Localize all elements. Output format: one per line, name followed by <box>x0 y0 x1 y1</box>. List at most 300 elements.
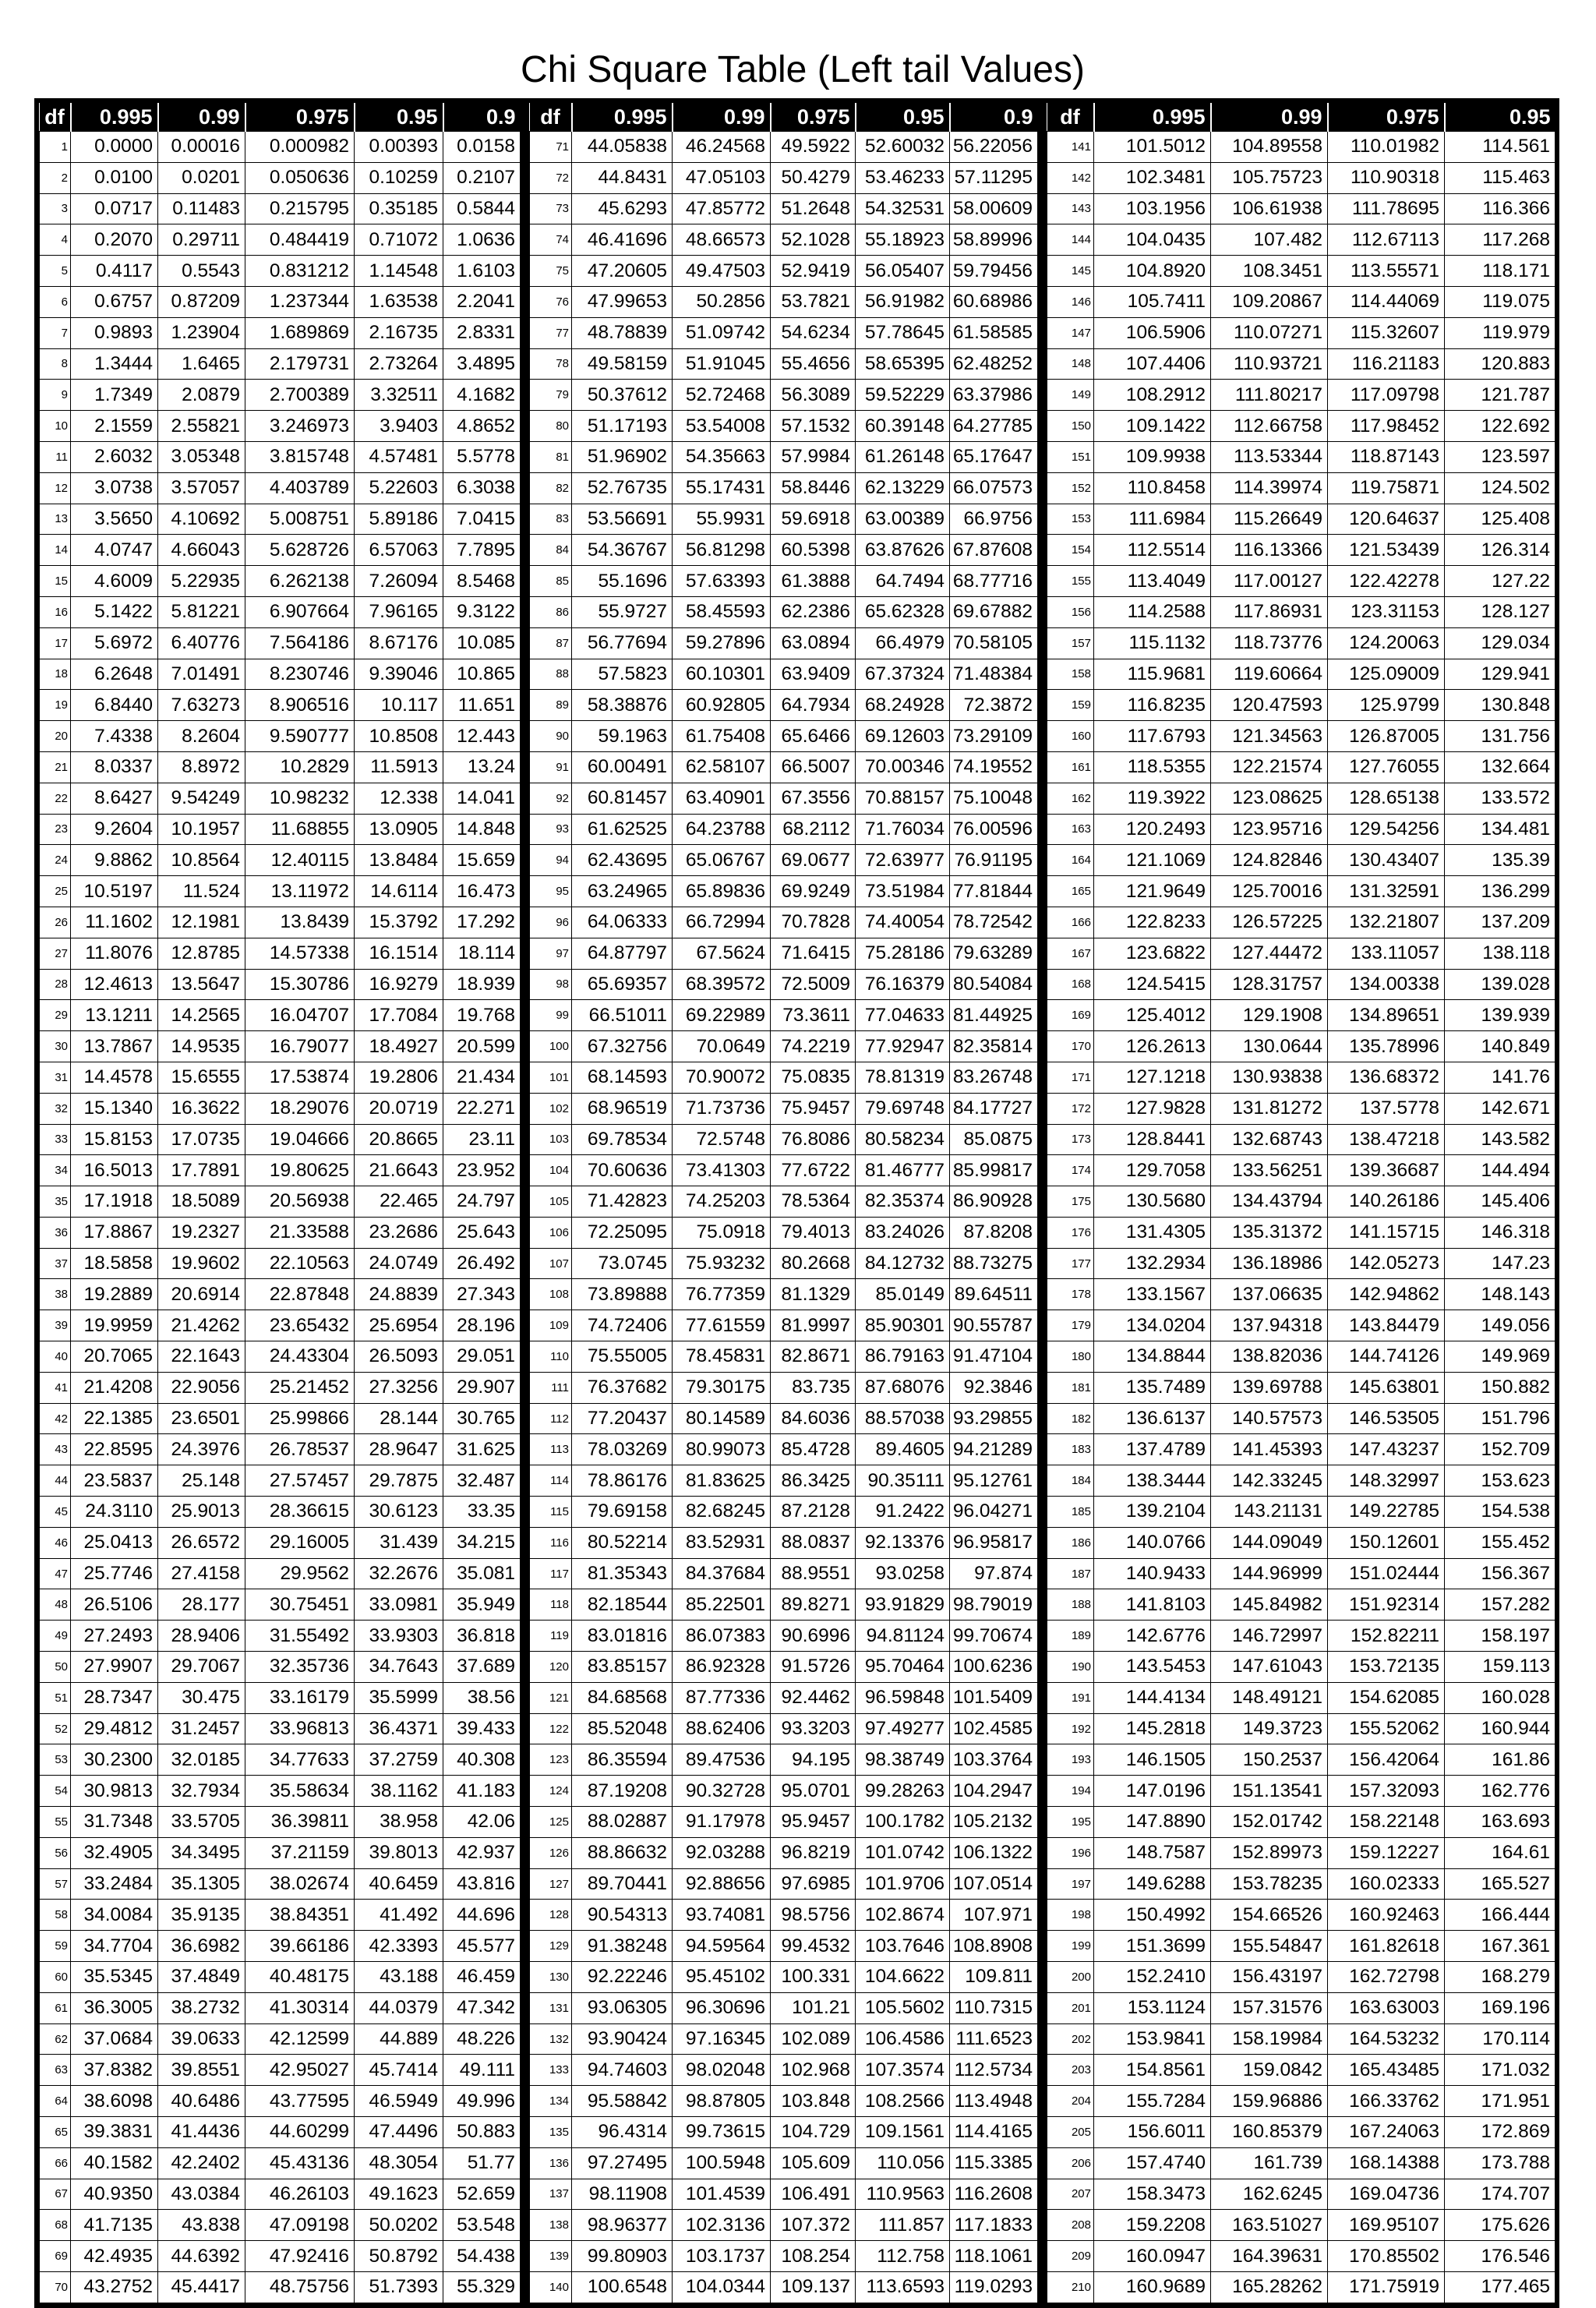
table-row <box>1047 938 1555 969</box>
value-cell: 38.56 <box>443 1682 521 1713</box>
value-cell: 44.696 <box>443 1900 521 1931</box>
value-cell: 18.4927 <box>355 1031 443 1062</box>
value-cell: 33.96813 <box>245 1713 355 1744</box>
value-cell: 117.1833 <box>950 2210 1038 2241</box>
table-row <box>40 1465 521 1497</box>
df-cell: 113 <box>530 1434 572 1465</box>
table-row <box>1047 1776 1555 1807</box>
df-cell: 32 <box>40 1093 71 1124</box>
df-cell: 46 <box>40 1527 71 1558</box>
table-row <box>530 814 1038 845</box>
value-cell: 40.6486 <box>158 2086 245 2117</box>
value-cell: 94.81124 <box>856 1621 950 1652</box>
value-cell: 106.491 <box>771 2179 856 2210</box>
table-row <box>1047 596 1555 627</box>
value-cell: 38.2732 <box>158 1992 245 2023</box>
value-cell: 49.1623 <box>355 2179 443 2210</box>
table-row <box>530 1776 1038 1807</box>
column-header: 0.975 <box>771 103 856 132</box>
value-cell: 0.11483 <box>158 193 245 224</box>
value-cell: 39.8551 <box>158 2055 245 2086</box>
df-cell: 210 <box>1047 2271 1094 2303</box>
value-cell: 152.2410 <box>1094 1962 1211 1993</box>
value-cell: 53.548 <box>443 2210 521 2241</box>
value-cell: 113.4948 <box>950 2086 1038 2117</box>
value-cell: 58.00609 <box>950 193 1038 224</box>
value-cell: 171.032 <box>1445 2055 1555 2086</box>
value-cell: 115.3385 <box>950 2147 1038 2179</box>
value-cell: 71.6415 <box>771 938 856 969</box>
value-cell: 16.1514 <box>355 938 443 969</box>
df-cell: 140 <box>530 2271 572 2303</box>
value-cell: 88.73275 <box>950 1248 1038 1279</box>
value-cell: 27.2493 <box>71 1621 158 1652</box>
df-cell: 108 <box>530 1279 572 1310</box>
value-cell: 13.1211 <box>71 1000 158 1031</box>
value-cell: 51.17193 <box>572 411 673 442</box>
value-cell: 160.85379 <box>1211 2117 1328 2148</box>
df-cell: 128 <box>530 1900 572 1931</box>
value-cell: 151.13541 <box>1211 1776 1328 1807</box>
value-cell: 61.75408 <box>673 721 771 752</box>
table-row <box>40 535 521 566</box>
df-cell: 100 <box>530 1031 572 1062</box>
value-cell: 140.26186 <box>1328 1186 1445 1218</box>
value-cell: 69.67882 <box>950 596 1038 627</box>
value-cell: 110.9563 <box>856 2179 950 2210</box>
table-row <box>1047 286 1555 317</box>
value-cell: 70.0649 <box>673 1031 771 1062</box>
value-cell: 164.53232 <box>1328 2023 1445 2055</box>
value-cell: 51.2648 <box>771 193 856 224</box>
value-cell: 82.68245 <box>673 1497 771 1528</box>
df-cell: 56 <box>40 1837 71 1868</box>
value-cell: 55.9931 <box>673 504 771 535</box>
value-cell: 98.38749 <box>856 1744 950 1776</box>
df-cell: 60 <box>40 1962 71 1993</box>
value-cell: 47.85772 <box>673 193 771 224</box>
value-cell: 76.16379 <box>856 969 950 1000</box>
value-cell: 127.22 <box>1445 566 1555 597</box>
value-cell: 107.971 <box>950 1900 1038 1931</box>
table-row <box>530 876 1038 907</box>
value-cell: 17.292 <box>443 907 521 938</box>
value-cell: 134.89651 <box>1328 1000 1445 1031</box>
table-row <box>1047 566 1555 597</box>
df-cell: 104 <box>530 1155 572 1186</box>
table-row <box>530 1341 1038 1373</box>
table-row <box>530 193 1038 224</box>
df-cell: 120 <box>530 1652 572 1683</box>
df-cell: 61 <box>40 1992 71 2023</box>
value-cell: 47.4496 <box>355 2117 443 2148</box>
value-cell: 133.572 <box>1445 783 1555 814</box>
value-cell: 154.8561 <box>1094 2055 1211 2086</box>
df-cell: 202 <box>1047 2023 1094 2055</box>
value-cell: 86.92328 <box>673 1652 771 1683</box>
value-cell: 146.53505 <box>1328 1403 1445 1434</box>
value-cell: 136.6137 <box>1094 1403 1211 1434</box>
value-cell: 11.5913 <box>355 751 443 783</box>
table-row <box>530 2147 1038 2179</box>
value-cell: 65.06767 <box>673 845 771 876</box>
value-cell: 165.28262 <box>1211 2271 1328 2303</box>
value-cell: 29.9562 <box>245 1558 355 1589</box>
value-cell: 69.0677 <box>771 845 856 876</box>
value-cell: 129.941 <box>1445 659 1555 690</box>
value-cell: 147.0196 <box>1094 1776 1211 1807</box>
value-cell: 84.17727 <box>950 1093 1038 1124</box>
value-cell: 88.02887 <box>572 1807 673 1838</box>
table-row <box>530 1465 1038 1497</box>
value-cell: 105.7411 <box>1094 286 1211 317</box>
value-cell: 160.92463 <box>1328 1900 1445 1931</box>
value-cell: 2.55821 <box>158 411 245 442</box>
value-cell: 155.52062 <box>1328 1713 1445 1744</box>
value-cell: 26.6572 <box>158 1527 245 1558</box>
value-cell: 116.2608 <box>950 2179 1038 2210</box>
table-row <box>40 1124 521 1155</box>
df-cell: 49 <box>40 1621 71 1652</box>
value-cell: 54.36767 <box>572 535 673 566</box>
df-cell: 173 <box>1047 1124 1094 1155</box>
table-row <box>40 1837 521 1868</box>
value-cell: 138.3444 <box>1094 1465 1211 1497</box>
df-cell: 146 <box>1047 286 1094 317</box>
value-cell: 88.86632 <box>572 1837 673 1868</box>
value-cell: 1.7349 <box>71 380 158 411</box>
value-cell: 175.626 <box>1445 2210 1555 2241</box>
df-cell: 188 <box>1047 1589 1094 1621</box>
df-cell: 157 <box>1047 627 1094 659</box>
table-row <box>1047 1621 1555 1652</box>
value-cell: 28.7347 <box>71 1682 158 1713</box>
value-cell: 99.73615 <box>673 2117 771 2148</box>
value-cell: 74.40054 <box>856 907 950 938</box>
table-row <box>40 938 521 969</box>
value-cell: 33.16179 <box>245 1682 355 1713</box>
value-cell: 151.796 <box>1445 1403 1555 1434</box>
value-cell: 18.5089 <box>158 1186 245 1218</box>
value-cell: 10.98232 <box>245 783 355 814</box>
value-cell: 31.439 <box>355 1527 443 1558</box>
value-cell: 12.4613 <box>71 969 158 1000</box>
value-cell: 162.6245 <box>1211 2179 1328 2210</box>
value-cell: 94.59564 <box>673 1931 771 1962</box>
value-cell: 13.11972 <box>245 876 355 907</box>
df-cell: 199 <box>1047 1931 1094 1962</box>
value-cell: 86.35594 <box>572 1744 673 1776</box>
value-cell: 168.279 <box>1445 1962 1555 1993</box>
value-cell: 142.33245 <box>1211 1465 1328 1497</box>
value-cell: 34.77633 <box>245 1744 355 1776</box>
df-cell: 150 <box>1047 411 1094 442</box>
value-cell: 3.57057 <box>158 472 245 504</box>
column-header: 0.99 <box>158 103 245 132</box>
value-cell: 32.35736 <box>245 1652 355 1683</box>
table-row <box>530 1837 1038 1868</box>
df-cell: 30 <box>40 1031 71 1062</box>
table-row <box>530 1093 1038 1124</box>
value-cell: 92.3846 <box>950 1372 1038 1403</box>
value-cell: 129.034 <box>1445 627 1555 659</box>
value-cell: 15.3792 <box>355 907 443 938</box>
value-cell: 49.5922 <box>771 132 856 163</box>
value-cell: 39.8013 <box>355 1837 443 1868</box>
value-cell: 49.47503 <box>673 256 771 287</box>
table-row <box>530 1900 1038 1931</box>
value-cell: 25.21452 <box>245 1372 355 1403</box>
value-cell: 2.700389 <box>245 380 355 411</box>
value-cell: 93.0258 <box>856 1558 950 1589</box>
table-row <box>530 627 1038 659</box>
value-cell: 160.02333 <box>1328 1868 1445 1900</box>
value-cell: 164.39631 <box>1211 2241 1328 2272</box>
value-cell: 65.69357 <box>572 969 673 1000</box>
value-cell: 55.18923 <box>856 224 950 256</box>
df-cell: 176 <box>1047 1217 1094 1248</box>
column-header: 0.95 <box>856 103 950 132</box>
value-cell: 28.196 <box>443 1310 521 1341</box>
df-cell: 105 <box>530 1186 572 1218</box>
value-cell: 54.35663 <box>673 441 771 472</box>
value-cell: 98.5756 <box>771 1900 856 1931</box>
value-cell: 20.6914 <box>158 1279 245 1310</box>
value-cell: 83.24026 <box>856 1217 950 1248</box>
value-cell: 26.5093 <box>355 1341 443 1373</box>
df-cell: 203 <box>1047 2055 1094 2086</box>
df-cell: 166 <box>1047 907 1094 938</box>
value-cell: 4.6009 <box>71 566 158 597</box>
value-cell: 108.8908 <box>950 1931 1038 1962</box>
value-cell: 2.16735 <box>355 317 443 348</box>
header-row <box>40 103 521 132</box>
table-row <box>1047 2023 1555 2055</box>
value-cell: 86.90928 <box>950 1186 1038 1218</box>
value-cell: 77.92947 <box>856 1031 950 1062</box>
value-cell: 140.57573 <box>1211 1403 1328 1434</box>
value-cell: 121.53439 <box>1328 535 1445 566</box>
value-cell: 16.473 <box>443 876 521 907</box>
value-cell: 93.3203 <box>771 1713 856 1744</box>
value-cell: 10.865 <box>443 659 521 690</box>
value-cell: 97.49277 <box>856 1713 950 1744</box>
value-cell: 55.4656 <box>771 348 856 380</box>
df-cell: 91 <box>530 751 572 783</box>
value-cell: 78.72542 <box>950 907 1038 938</box>
value-cell: 114.561 <box>1445 132 1555 163</box>
value-cell: 28.144 <box>355 1403 443 1434</box>
table-row <box>40 1372 521 1403</box>
value-cell: 18.5858 <box>71 1248 158 1279</box>
value-cell: 106.5906 <box>1094 317 1211 348</box>
value-cell: 124.502 <box>1445 472 1555 504</box>
value-cell: 80.54084 <box>950 969 1038 1000</box>
value-cell: 93.91829 <box>856 1589 950 1621</box>
df-cell: 131 <box>530 1992 572 2023</box>
value-cell: 143.21131 <box>1211 1497 1328 1528</box>
value-cell: 135.39 <box>1445 845 1555 876</box>
value-cell: 5.008751 <box>245 504 355 535</box>
value-cell: 83.735 <box>771 1372 856 1403</box>
value-cell: 51.91045 <box>673 348 771 380</box>
value-cell: 0.9893 <box>71 317 158 348</box>
value-cell: 77.81844 <box>950 876 1038 907</box>
value-cell: 46.5949 <box>355 2086 443 2117</box>
value-cell: 69.78534 <box>572 1124 673 1155</box>
value-cell: 70.90072 <box>673 1062 771 1093</box>
value-cell: 36.4371 <box>355 1713 443 1744</box>
value-cell: 33.5705 <box>158 1807 245 1838</box>
value-cell: 55.329 <box>443 2271 521 2303</box>
value-cell: 151.92314 <box>1328 1589 1445 1621</box>
value-cell: 68.39572 <box>673 969 771 1000</box>
value-cell: 81.9997 <box>771 1310 856 1341</box>
value-cell: 63.0894 <box>771 627 856 659</box>
value-cell: 25.9013 <box>158 1497 245 1528</box>
value-cell: 5.5778 <box>443 441 521 472</box>
value-cell: 6.3038 <box>443 472 521 504</box>
value-cell: 51.96902 <box>572 441 673 472</box>
df-cell: 72 <box>530 162 572 193</box>
value-cell: 5.81221 <box>158 596 245 627</box>
value-cell: 137.209 <box>1445 907 1555 938</box>
value-cell: 42.12599 <box>245 2023 355 2055</box>
value-cell: 26.492 <box>443 1248 521 1279</box>
df-cell: 148 <box>1047 348 1094 380</box>
value-cell: 131.32591 <box>1328 876 1445 907</box>
value-cell: 9.39046 <box>355 659 443 690</box>
value-cell: 66.5007 <box>771 751 856 783</box>
value-cell: 39.66186 <box>245 1931 355 1962</box>
value-cell: 31.55492 <box>245 1621 355 1652</box>
value-cell: 0.0201 <box>158 162 245 193</box>
value-cell: 13.24 <box>443 751 521 783</box>
value-cell: 77.20437 <box>572 1403 673 1434</box>
value-cell: 16.04707 <box>245 1000 355 1031</box>
value-cell: 137.06635 <box>1211 1279 1328 1310</box>
value-cell: 152.709 <box>1445 1434 1555 1465</box>
df-cell: 196 <box>1047 1837 1094 1868</box>
value-cell: 35.5999 <box>355 1682 443 1713</box>
value-cell: 163.51027 <box>1211 2210 1328 2241</box>
value-cell: 97.16345 <box>673 2023 771 2055</box>
df-cell: 111 <box>530 1372 572 1403</box>
value-cell: 140.0766 <box>1094 1527 1211 1558</box>
value-cell: 67.32756 <box>572 1031 673 1062</box>
value-cell: 42.4935 <box>71 2241 158 2272</box>
value-cell: 106.4586 <box>856 2023 950 2055</box>
table-row <box>1047 1310 1555 1341</box>
value-cell: 100.6236 <box>950 1652 1038 1683</box>
value-cell: 88.57038 <box>856 1403 950 1434</box>
value-cell: 99.4532 <box>771 1931 856 1962</box>
table-row <box>530 2023 1038 2055</box>
df-cell: 53 <box>40 1744 71 1776</box>
table-row <box>1047 2210 1555 2241</box>
value-cell: 52.72468 <box>673 380 771 411</box>
table-row <box>40 2086 521 2117</box>
df-cell: 33 <box>40 1124 71 1155</box>
value-cell: 78.81319 <box>856 1062 950 1093</box>
value-cell: 96.04271 <box>950 1497 1038 1528</box>
value-cell: 25.148 <box>158 1465 245 1497</box>
value-cell: 46.41696 <box>572 224 673 256</box>
value-cell: 22.9056 <box>158 1372 245 1403</box>
value-cell: 156.6011 <box>1094 2117 1211 2148</box>
value-cell: 70.7828 <box>771 907 856 938</box>
value-cell: 124.20063 <box>1328 627 1445 659</box>
value-cell: 95.45102 <box>673 1962 771 1993</box>
value-cell: 35.949 <box>443 1589 521 1621</box>
df-cell: 115 <box>530 1497 572 1528</box>
value-cell: 42.95027 <box>245 2055 355 2086</box>
value-cell: 24.43304 <box>245 1341 355 1373</box>
value-cell: 11.524 <box>158 876 245 907</box>
value-cell: 120.2493 <box>1094 814 1211 845</box>
table-row <box>1047 1279 1555 1310</box>
value-cell: 123.08625 <box>1211 783 1328 814</box>
df-cell: 107 <box>530 1248 572 1279</box>
value-cell: 31.625 <box>443 1434 521 1465</box>
df-cell: 117 <box>530 1558 572 1589</box>
value-cell: 103.848 <box>771 2086 856 2117</box>
value-cell: 71.48384 <box>950 659 1038 690</box>
table-row <box>1047 845 1555 876</box>
value-cell: 103.7646 <box>856 1931 950 1962</box>
value-cell: 159.96886 <box>1211 2086 1328 2117</box>
table-row <box>530 2179 1038 2210</box>
df-cell: 76 <box>530 286 572 317</box>
value-cell: 119.979 <box>1445 317 1555 348</box>
value-cell: 35.1305 <box>158 1868 245 1900</box>
value-cell: 84.37684 <box>673 1558 771 1589</box>
value-cell: 94.195 <box>771 1744 856 1776</box>
value-cell: 95.12761 <box>950 1465 1038 1497</box>
df-cell: 24 <box>40 845 71 876</box>
value-cell: 63.00389 <box>856 504 950 535</box>
df-cell: 136 <box>530 2147 572 2179</box>
df-cell: 154 <box>1047 535 1094 566</box>
value-cell: 107.0514 <box>950 1868 1038 1900</box>
table-row <box>530 969 1038 1000</box>
table-row <box>40 286 521 317</box>
value-cell: 23.5837 <box>71 1465 158 1497</box>
value-cell: 166.444 <box>1445 1900 1555 1931</box>
value-cell: 104.729 <box>771 2117 856 2148</box>
df-cell: 198 <box>1047 1900 1094 1931</box>
value-cell: 4.8652 <box>443 411 521 442</box>
value-cell: 9.590777 <box>245 721 355 752</box>
value-cell: 1.6465 <box>158 348 245 380</box>
table-row <box>40 566 521 597</box>
table-row <box>530 1931 1038 1962</box>
value-cell: 122.692 <box>1445 411 1555 442</box>
df-cell: 144 <box>1047 224 1094 256</box>
value-cell: 142.94862 <box>1328 1279 1445 1310</box>
table-row <box>530 1000 1038 1031</box>
value-cell: 49.111 <box>443 2055 521 2086</box>
df-cell: 11 <box>40 441 71 472</box>
value-cell: 28.9406 <box>158 1621 245 1652</box>
value-cell: 27.4158 <box>158 1558 245 1589</box>
value-cell: 104.0344 <box>673 2271 771 2303</box>
value-cell: 30.75451 <box>245 1589 355 1621</box>
df-cell: 66 <box>40 2147 71 2179</box>
value-cell: 135.31372 <box>1211 1217 1328 1248</box>
value-cell: 22.87848 <box>245 1279 355 1310</box>
df-cell: 141 <box>1047 132 1094 163</box>
